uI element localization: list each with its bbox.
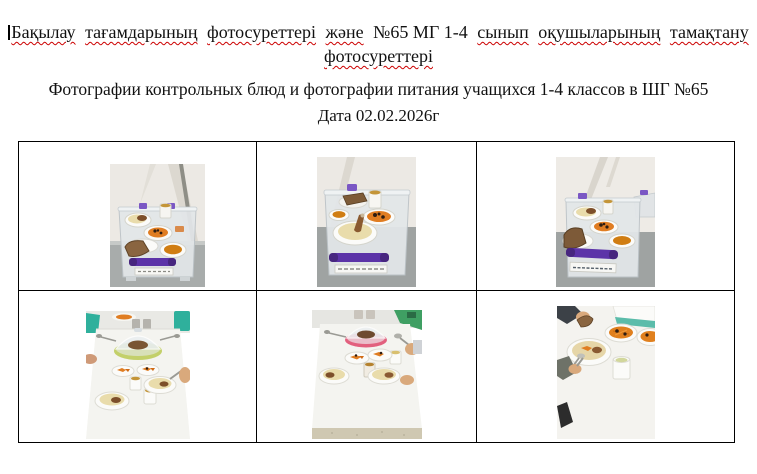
- document-date: Дата 02.02.2026г: [317, 106, 440, 125]
- title-kk-word: және: [325, 22, 364, 42]
- title-kk-word: фотосуреттері: [324, 46, 433, 66]
- title-kk-word: сынып: [477, 22, 529, 42]
- meal-photo-6[interactable]: [557, 306, 655, 439]
- table-cell: [257, 142, 477, 291]
- document-title-kazakh: [0, 20, 757, 68]
- meal-photo-2[interactable]: [317, 157, 416, 287]
- meal-photo-1[interactable]: [110, 164, 205, 287]
- title-kk-word: №65 МГ 1-4: [373, 22, 468, 42]
- meal-photo-5[interactable]: [312, 310, 422, 439]
- table-cell: [19, 291, 257, 443]
- title-kk-word: тамақтану: [669, 22, 749, 42]
- meal-photo-4[interactable]: [86, 311, 190, 439]
- title-kk-word: оқушыларының: [538, 22, 661, 42]
- meal-photo-3[interactable]: [556, 157, 655, 287]
- title-kk-word: тағамдарының: [85, 22, 198, 42]
- document-title-russian: Фотографии контрольных блюд и фотографии питания учащихся 1-4 классов в ШГ №65: [48, 79, 709, 99]
- text-cursor: [8, 25, 10, 40]
- table-cell: [19, 142, 257, 291]
- table-cell: [477, 291, 735, 443]
- table-cell: [257, 291, 477, 443]
- title-kk-word: фотосуреттері: [207, 22, 317, 42]
- title-kk-word: Бақылау: [11, 22, 76, 42]
- table-cell: [477, 142, 735, 291]
- photo-table: [18, 141, 735, 443]
